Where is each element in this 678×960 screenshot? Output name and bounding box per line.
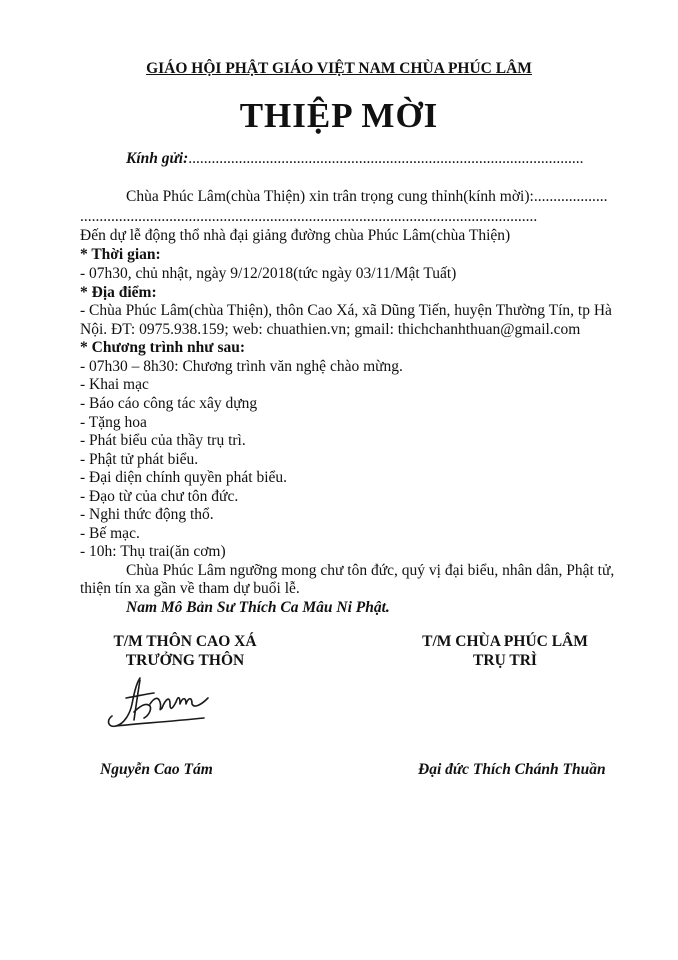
greeting-line [126,150,584,168]
right-signer-name: Đại đức Thích Chánh Thuần [418,761,606,778]
program-heading: * Chương trình như sau: [80,339,246,356]
program-item: - Báo cáo công tác xây dựng [80,395,258,412]
location-line-1: - Chùa Phúc Lâm(chùa Thiện), thôn Cao Xá, xã Dũng Tiến, huyện Thường Tín, tp Hà [80,302,612,319]
left-signer-name: Nguyễn Cao Tám [100,761,213,778]
left-signer-title-1: T/M THÔN CAO XÁ [113,633,257,650]
purpose-text: Đến dự lễ động thổ nhà đại giảng đường chùa Phúc Lâm(chùa Thiện) [80,227,511,244]
time-text: - 07h30, chủ nhật, ngày 9/12/2018(tức ngày 03/11/Mật Tuất) [80,265,457,282]
program-item: - Khai mạc [80,376,149,393]
left-signer-title-2: TRƯỞNG THÔN [125,652,245,669]
right-signer-title-1: T/M CHÙA PHÚC LÂM [422,633,588,650]
greeting-label: Kính gửi: [126,150,189,167]
right-signer-title-2: TRỤ TRÌ [473,652,537,669]
intro-dots: ...................................................................................................................... [80,208,538,225]
handwritten-signature [104,668,214,738]
location-line-2: Nội. ĐT: 0975.938.159; web: chuathien.vn; gmail: thichchanhthuan@gmail.com [80,321,581,338]
blessing-text: Nam Mô Bản Sư Thích Ca Mâu Ni Phật. [126,599,390,616]
program-item: - 10h: Thụ trai(ăn cơm) [80,543,226,560]
document-title: THIỆP MỜI [239,96,439,135]
location-heading: * Địa điểm: [80,284,157,301]
program-item: - Đại diện chính quyền phát biểu. [80,469,288,486]
program-item: - Phát biểu của thầy trụ trì. [80,432,246,449]
program-item: - Phật tử phát biểu. [80,451,199,468]
program-item: - Bế mạc. [80,525,140,542]
organization-header: GIÁO HỘI PHẬT GIÁO VIỆT NAM CHÙA PHÚC LÂM [146,60,532,77]
closing-line-2: thiện tín xa gần về tham dự buổi lễ. [80,580,300,597]
closing-line-1: Chùa Phúc Lâm ngưỡng mong chư tôn đức, quý vị đại biểu, nhân dân, Phật tử, [126,562,615,579]
program-item: - 07h30 – 8h30: Chương trình văn nghệ chào mừng. [80,358,403,375]
time-heading: * Thời gian: [80,246,161,263]
program-item: - Đạo từ của chư tôn đức. [80,488,239,505]
program-item: - Nghi thức động thổ. [80,506,214,523]
program-item: - Tặng hoa [80,414,147,431]
greeting-dots: ...................................................................................................... [188,150,584,167]
intro-text: Chùa Phúc Lâm(chùa Thiện) xin trân trọng cung thỉnh(kính mời):................... [126,188,608,205]
